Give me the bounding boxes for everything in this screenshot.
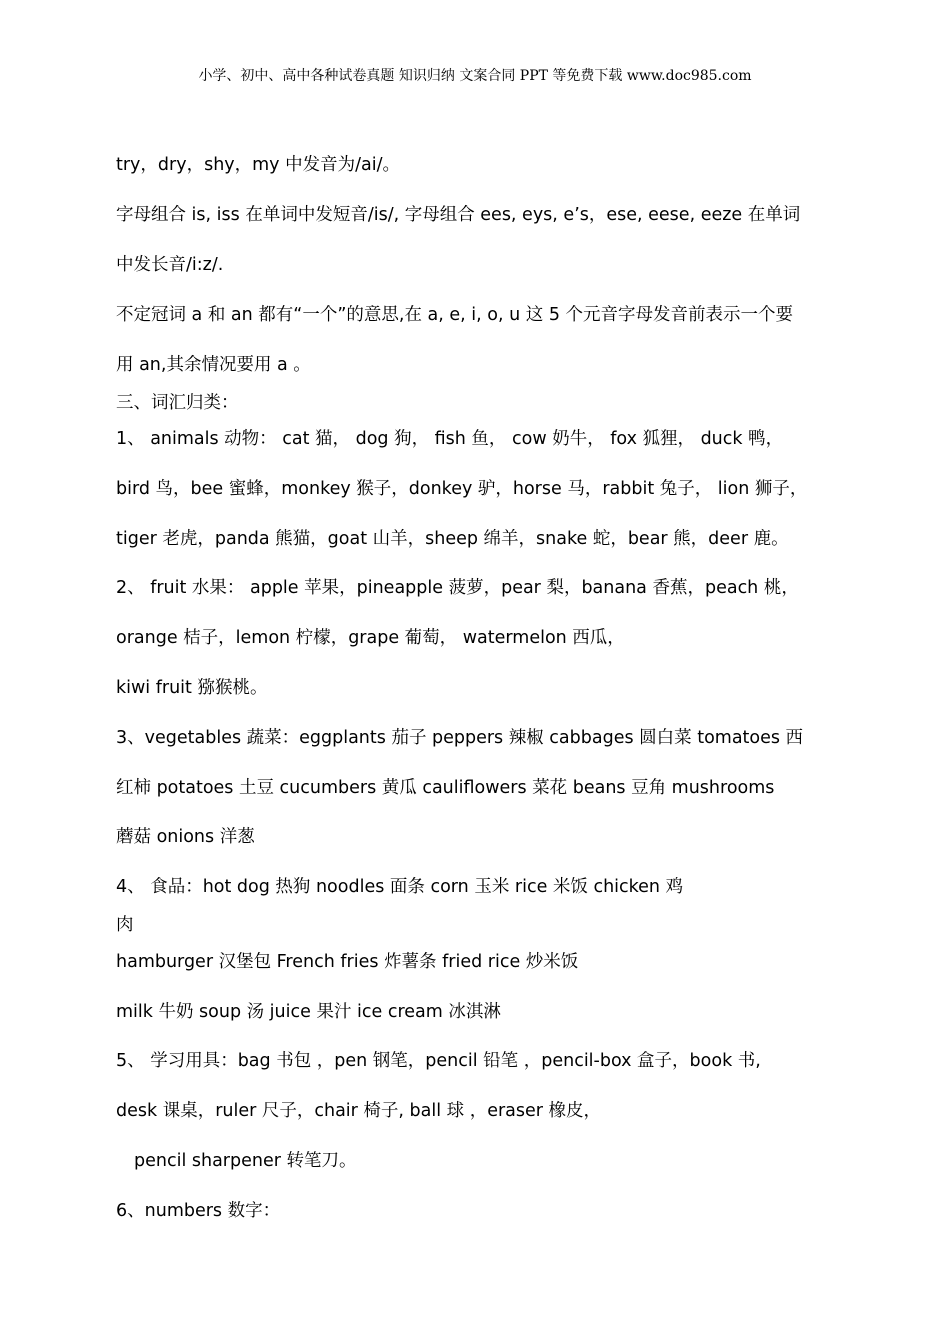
text-line: try，dry，shy，my 中发音为/ai/。 [116,155,400,175]
text-line: 2、 fruit 水果： apple 苹果，pineapple 菠萝，pear 梨，banana 香蕉，peach 桃， [116,578,799,598]
section-heading: 三、词汇归类： [116,393,239,413]
text-line: 3、vegetables 蔬菜：eggplants 茄子 peppers 辣椒 cabbages 圆白菜 tomatoes 西 [116,728,804,748]
text-line: 肉 [116,915,134,935]
text-line: bird 鸟，bee 蜜蜂，monkey 猴子，donkey 驴，horse 马，rabbit 兔子， lion 狮子， [116,479,808,499]
text-line: 蘑菇 onions 洋葱 [116,827,255,847]
text-line: pencil sharpener 转笔刀。 [134,1151,357,1171]
text-line: desk 课桌，ruler 尺子，chair 椅子, ball 球 ，eraser 橡皮， [116,1101,602,1121]
text-line: 不定冠词 a 和 an 都有“一个”的意思,在 a, e, i, o, u 这 5 个元音字母发音前表示一个要 [116,305,794,325]
text-line: 红柿 potatoes 土豆 cucumbers 黄瓜 cauliflowers 菜花 beans 豆角 mushrooms [116,778,775,798]
text-line: orange 桔子，lemon 柠檬，grape 葡萄， watermelon 西瓜， [116,628,625,648]
text-line: kiwi fruit 猕猴桃。 [116,678,268,698]
text-line: 6、numbers 数字： [116,1201,281,1221]
text-line: tiger 老虎，panda 熊猫，goat 山羊，sheep 绵羊，snake 蛇，bear 熊，deer 鹿。 [116,529,789,549]
page-header: 小学、初中、高中各种试卷真题 知识归纳 文案合同 PPT 等免费下载 www.doc985.com [198,68,752,84]
text-line: 5、 学习用具：bag 书包 ，pen 钢笔，pencil 铅笔 ，pencil-box 盒子，book 书, [116,1051,761,1071]
text-line: 用 an,其余情况要用 a 。 [116,355,311,375]
text-line: 4、 食品：hot dog 热狗 noodles 面条 corn 玉米 rice 米饭 chicken 鸡 [116,877,684,897]
text-line: 中发长音/i:z/. [116,255,224,275]
text-line: milk 牛奶 soup 汤 juice 果汁 ice cream 冰淇淋 [116,1002,501,1022]
text-line: 1、 animals 动物： cat 猫， dog 狗， fish 鱼， cow 奶牛， fox 狐狸， duck 鸭， [116,429,784,449]
text-line: 字母组合 is, iss 在单词中发短音/is/, 字母组合 ees, eys, e’s，ese, eese, eeze 在单词 [116,205,801,225]
text-line: hamburger 汉堡包 French fries 炸薯条 fried rice 炒米饭 [116,952,579,972]
